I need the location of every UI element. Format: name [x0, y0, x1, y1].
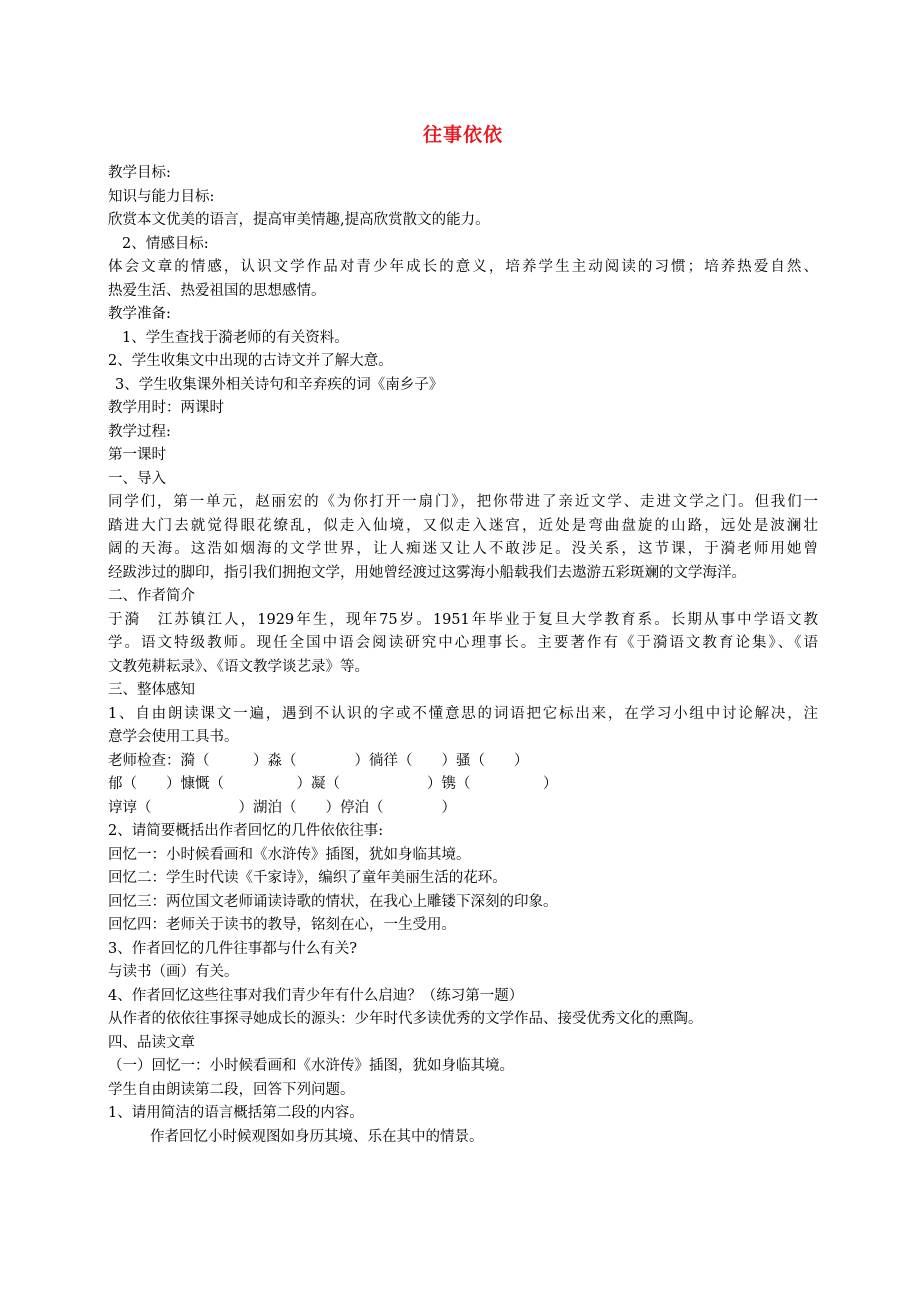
text-line: 踏进大门去就觉得眼花缭乱，似走入仙境，又似走入迷宫，近处是弯曲盘旋的山路，远处是波澜壮 [108, 517, 818, 534]
document-page [108, 121, 818, 1149]
text-line: 2、请简要概括出作者回忆的几件依依往事: [108, 823, 384, 839]
section-heading: 三、整体感知 [108, 682, 195, 698]
document-title: 往事依依 [422, 124, 503, 146]
text-line: 教学目标: [108, 165, 171, 181]
section-heading: 四、品读文章 [108, 1034, 195, 1051]
text-line: 作者回忆小时候观图如身历其境、乐在其中的情景。 [150, 1128, 484, 1145]
text-line: 回忆二：学生时代读《千家诗》，编织了童年美丽生活的花环。 [108, 870, 507, 886]
text-line: 回忆三：两位国文老师诵读诗歌的情状，在我心上雕镂下深刻的印象。 [108, 893, 558, 910]
text-line: 郁（ ）慷慨（ ）凝（ ）镌（ ） [108, 776, 558, 792]
text-line: 与读书（画）有关。 [108, 964, 239, 980]
text-line: 2、学生收集文中出现的古诗文并了解大意。 [108, 353, 393, 369]
text-line: 学生自由朗读第二段，回答下列问题。 [108, 1081, 355, 1098]
text-line: 文教苑耕耘录》、《语文教学谈艺录》等。 [108, 658, 369, 675]
paragraph [108, 256, 818, 303]
text-line: 回忆一：小时候看画和《水浒传》插图，犹如身临其境。 [108, 846, 471, 863]
text-line: 体会文章的情感，认识文学作品对青少年成长的意义，培养学生主动阅读的习惯；培养热爱自然、 [108, 259, 818, 275]
text-line: 教学过程: [108, 423, 171, 440]
paragraph [108, 609, 818, 680]
text-line: 欣赏本文优美的语言，提高审美情趣,提高欣赏散文的能力。 [108, 212, 490, 228]
text-line: 热爱生活、热爱祖国的思想感情。 [108, 282, 326, 299]
text-line: 3、学生收集课外相关诗句和辛弃疾的词《南乡子》 [115, 376, 444, 393]
text-line: 谆谆（ ）湖泊（ ）停泊（ ） [108, 799, 456, 816]
text-line: 老师检查：漪（ ）淼（ ）徜徉（ ）骚（ ） [108, 752, 529, 769]
text-line: 回忆四：老师关于读书的教导，铭刻在心，一生受用。 [108, 917, 456, 933]
text-line: 学。语文特级教师。现任全国中语会阅读研究中心理事长。主要著作有《于漪语文教育论集》、《语 [108, 635, 818, 651]
paragraph [108, 703, 818, 750]
text-line: 1、请用简洁的语言概括第二段的内容。 [108, 1105, 364, 1121]
text-line: 意学会使用工具书。 [108, 729, 239, 745]
text-line: 1、学生查找于漪老师的有关资料。 [122, 329, 349, 346]
section-heading: 一、导入 [108, 470, 166, 487]
text-line: 同学们，第一单元，赵丽宏的《为你打开一扇门》，把你带进了亲近文学、走进文学之门。但我们一 [108, 494, 818, 510]
text-line: 知识与能力目标: [108, 188, 215, 205]
paragraph [108, 491, 818, 585]
text-line: 4、作者回忆这些往事对我们青少年有什么启迪？（练习第一题） [108, 987, 524, 1004]
text-line: 从作者的依依往事探寻她成长的源头：少年时代多读优秀的文学作品、接受优秀文化的熏陶。 [108, 1011, 703, 1027]
text-line: 1、自由朗读课文一遍，遇到不认识的字或不懂意思的词语把它标出来，在学习小组中讨论解决，注 [108, 705, 818, 722]
text-line: 3、作者回忆的几件往事都与什么有关? [108, 940, 357, 957]
text-line: 阔的天海。这浩如烟海的文学世界，让人痴迷又让人不敢涉足。没关系，这节课，于漪老师用她曾 [108, 541, 818, 557]
text-line: 经跋涉过的脚印，指引我们拥抱文学，用她曾经渡过这雾海小船载我们去遨游五彩斑斓的文学海洋。 [108, 564, 746, 581]
text-line: （一）回忆一：小时候看画和《水浒传》插图，犹如身临其境。 [108, 1058, 514, 1074]
text-line: 于漪 江苏镇江人，1929年生，现年75岁。1951年毕业于复旦大学教育系。长期从事中学语文教 [108, 611, 819, 628]
text-line: 教学准备: [108, 306, 171, 322]
text-line: 2、情感目标: [122, 235, 209, 252]
section-heading: 二、作者简介 [108, 588, 195, 604]
text-line: 第一课时 [108, 447, 166, 463]
text-line: 教学用时：两课时 [108, 400, 224, 416]
